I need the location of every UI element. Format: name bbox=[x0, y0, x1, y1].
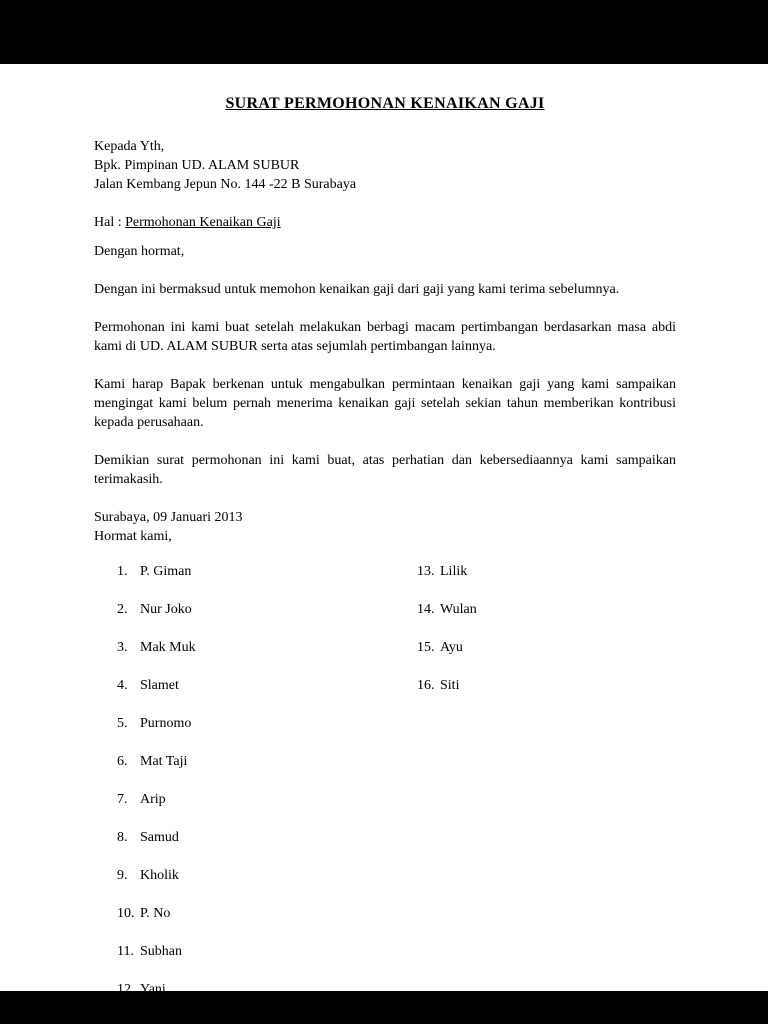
signatory-name: Slamet bbox=[140, 678, 179, 693]
signatory-list bbox=[94, 562, 676, 1018]
recipient-line: Bpk. Pimpinan UD. ALAM SUBUR bbox=[94, 158, 300, 173]
signatory-number: 8. bbox=[117, 830, 128, 845]
closing-line: Hormat kami, bbox=[94, 529, 172, 544]
signatory-item bbox=[117, 714, 417, 734]
signatory-name: Kholik bbox=[140, 868, 179, 883]
signatory-number: 7. bbox=[117, 792, 128, 807]
signatory-number: 13. bbox=[417, 564, 435, 579]
signatory-number: 16. bbox=[417, 678, 435, 693]
signatory-number: 3. bbox=[117, 640, 128, 655]
body-paragraph: Permohonan ini kami buat setelah melakukan berbagi macam pertimbangan berdasarkan masa abdi kami di UD. ALAM SUBUR serta atas sejumlah pertimbangan lainnya. bbox=[94, 320, 676, 354]
signatory-item bbox=[417, 562, 676, 582]
recipient-line: Kepada Yth, bbox=[94, 139, 165, 154]
signatory-number: 9. bbox=[117, 868, 128, 883]
signatory-item bbox=[117, 790, 417, 810]
signatory-name: Purnomo bbox=[140, 716, 192, 731]
signatory-item bbox=[117, 676, 417, 696]
body-paragraph: Dengan ini bermaksud untuk memohon kenaikan gaji dari gaji yang kami terima sebelumnya. bbox=[94, 282, 620, 297]
signatory-column-2 bbox=[417, 562, 676, 1018]
signatory-name: Yani bbox=[140, 982, 166, 997]
recipient-line: Jalan Kembang Jepun No. 144 -22 B Surabaya bbox=[94, 177, 357, 192]
signatory-number: 15. bbox=[417, 640, 435, 655]
signatory-name: Siti bbox=[440, 678, 460, 693]
body-paragraph: Kami harap Bapak berkenan untuk mengabulkan permintaan kenaikan gaji yang kami sampaikan mengingat kami belum pernah menerima kenaikan gaji setelah sekian tahun memberikan kontribusi kepada perusahaan. bbox=[94, 377, 676, 430]
signatory-name: Nur Joko bbox=[140, 602, 192, 617]
signatory-name: Wulan bbox=[440, 602, 477, 617]
signatory-name: Ayu bbox=[440, 640, 463, 655]
salutation: Dengan hormat, bbox=[94, 244, 185, 259]
body-paragraph: Demikian surat permohonan ini kami buat, atas perhatian dan kebersediaannya kami sampaikan terimakasih. bbox=[94, 453, 676, 487]
signatory-item bbox=[117, 638, 417, 658]
signatory-name: Mak Muk bbox=[140, 640, 196, 655]
signatory-item bbox=[117, 828, 417, 848]
signatory-item bbox=[417, 676, 676, 696]
signatory-number: 1. bbox=[117, 564, 128, 579]
signatory-number: 2. bbox=[117, 602, 128, 617]
place-date-line: Surabaya, 09 Januari 2013 bbox=[94, 510, 243, 525]
subject-value: Permohonan Kenaikan Gaji bbox=[125, 215, 281, 230]
signatory-name: Samud bbox=[140, 830, 179, 845]
signatory-item bbox=[417, 600, 676, 620]
signatory-number: 6. bbox=[117, 754, 128, 769]
signatory-item bbox=[117, 866, 417, 886]
document-page bbox=[0, 64, 768, 997]
closing-block bbox=[94, 508, 676, 546]
document-title: SURAT PERMOHONAN KENAIKAN GAJI bbox=[225, 95, 545, 112]
signatory-name: Mat Taji bbox=[140, 754, 188, 769]
signatory-column-1 bbox=[117, 562, 417, 1018]
signatory-item bbox=[117, 942, 417, 962]
signatory-item bbox=[117, 562, 417, 582]
signatory-name: Arip bbox=[140, 792, 166, 807]
subject-label: Hal : bbox=[94, 215, 126, 230]
signatory-number: 12. bbox=[117, 982, 135, 997]
signatory-number: 14. bbox=[417, 602, 435, 617]
signatory-item bbox=[417, 638, 676, 658]
signatory-item bbox=[117, 980, 417, 1000]
signatory-item bbox=[117, 600, 417, 620]
signatory-number: 5. bbox=[117, 716, 128, 731]
signatory-item bbox=[117, 752, 417, 772]
signatory-number: 10. bbox=[117, 906, 135, 921]
signatory-name: Lilik bbox=[440, 564, 468, 579]
recipient-block bbox=[94, 137, 676, 194]
signatory-number: 4. bbox=[117, 678, 128, 693]
signatory-name: P. Giman bbox=[140, 564, 192, 579]
signatory-number: 11. bbox=[117, 944, 134, 959]
signatory-item bbox=[117, 904, 417, 924]
signatory-name: Subhan bbox=[140, 944, 182, 959]
subject-line bbox=[94, 213, 676, 232]
signatory-name: P. No bbox=[140, 906, 171, 921]
